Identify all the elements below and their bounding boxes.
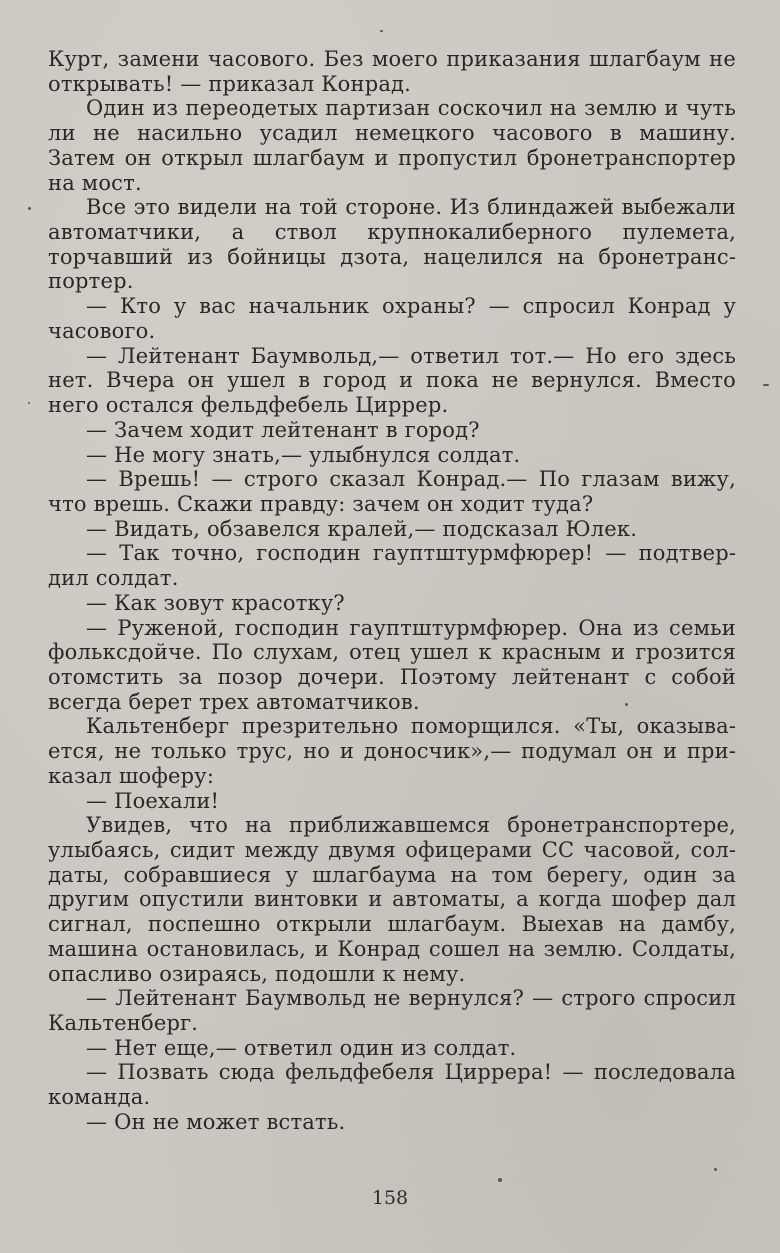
- print-speck: [714, 1168, 717, 1171]
- paragraph: — Поехали!: [86, 788, 220, 813]
- paragraph: — Нет еще,— ответил один из солдат.: [86, 1035, 517, 1060]
- paragraph: — Не могу знать,— улыбнулся солдат.: [86, 442, 521, 467]
- paragraph: Курт, замени часового. Без моего приказания шлагбаум не открывать! — приказал Конрад.: [48, 47, 736, 96]
- paragraph: — Как зовут красотку?: [86, 590, 345, 615]
- paragraph: — Так точно, господин гауптштурмфюрер! — подтвердил солдат.: [48, 541, 736, 591]
- paragraph: Кальтенберг презрительно поморщился. «Ты, оказывается, не только трус, но и доносчик»,— подумал он и приказал шоферу:: [48, 714, 736, 788]
- paragraph: — Видать, обзавелся кралей,— подсказал Юлек.: [86, 516, 638, 541]
- paragraph: — Он не может встать.: [86, 1109, 346, 1134]
- print-speck: [763, 384, 769, 386]
- print-speck: [380, 30, 383, 32]
- paragraph: — Врешь! — строго сказал Конрад.— По глазам вижу, что врешь. Скажи правду: зачем он ходит туда?: [48, 467, 736, 516]
- paragraph: Все это видели на той стороне. Из блиндажей выбежали автоматчики, а ствол крупнокалиберного пулемета, торчавший из бойницы дзота, нацелился на бронетранспортер.: [48, 195, 736, 294]
- paragraph: Увидев, что на приближавшемся бронетранспортере, улыбаясь, сидит между двумя офицерами СС часовой, солдаты, собравшиеся у шлагбаума на том берегу, один за другим опустили винтовки и автоматы, а когда шофер дал сигнал, поспешно открыли шлагбаум. Выехав на дамбу, машина остановилась, и Конрад сошел на землю. Солдаты, опасливо озираясь, подошли к нему.: [48, 813, 736, 986]
- print-speck: [28, 207, 31, 210]
- paragraph: — Руженой, господин гауптштурмфюрер. Она из семьи фольксдойче. По слухам, отец ушел к красным и грозится отомстить за позор дочери. Поэтому лейтенант с собой всегда берет трех автоматчиков.: [48, 615, 736, 714]
- paragraph: — Лейтенант Баумвольд,— ответил тот.— Но его здесь нет. Вчера он ушел в город и пока не вернулся. Вместо него остался фельдфебель Циррер.: [48, 343, 736, 418]
- print-speck: [625, 703, 628, 706]
- page-text: [48, 47, 736, 1135]
- paragraph: — Лейтенант Баумвольд не вернулся? — строго спросил Кальтенберг.: [48, 986, 736, 1036]
- paragraph: — Кто у вас начальник охраны? — спросил Конрад у часового.: [48, 294, 736, 343]
- print-speck: [498, 1178, 502, 1182]
- page-number: 158: [371, 1187, 409, 1209]
- print-speck: [28, 402, 30, 404]
- paragraph: — Зачем ходит лейтенант в город?: [86, 417, 480, 442]
- paragraph: Один из переодетых партизан соскочил на землю и чуть ли не насильно усадил немецкого часового в машину. Затем он открыл шлагбаум и пропустил бронетранспортер на мост.: [48, 96, 736, 195]
- paragraph: — Позвать сюда фельдфебеля Циррера! — последовала команда.: [48, 1060, 736, 1110]
